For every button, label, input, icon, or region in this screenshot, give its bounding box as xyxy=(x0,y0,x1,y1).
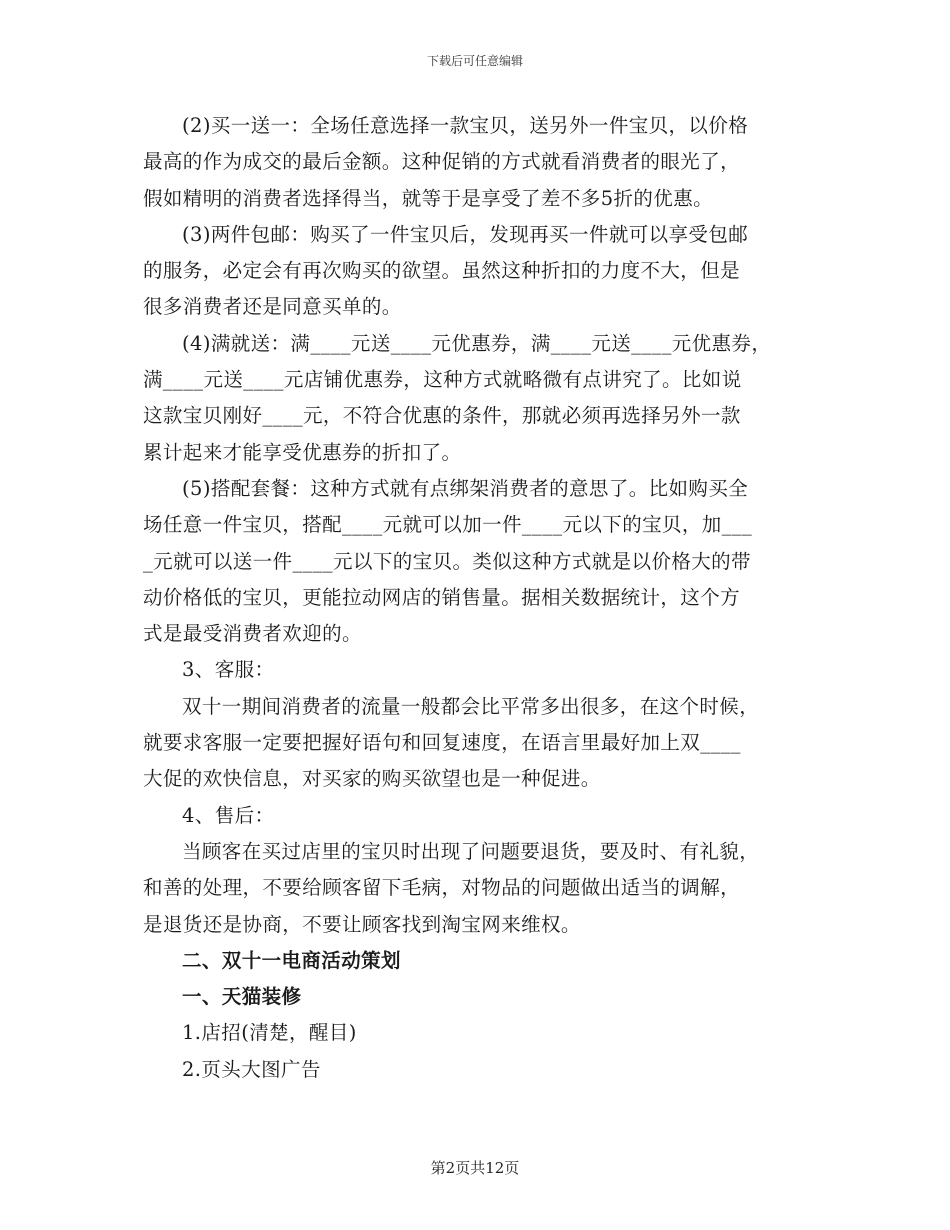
section-after-sales-title xyxy=(143,798,809,834)
page-header: 下载后可任意编辑 xyxy=(426,54,523,68)
paragraph-two-item-free-shipping xyxy=(143,217,809,326)
paragraph-bundle-package xyxy=(143,471,809,652)
list-item-header-banner: 2.页头大图广告 xyxy=(182,1057,321,1081)
paragraph-customer-service xyxy=(143,689,809,798)
text-line: (3)两件包邮：购买了一件宝贝后，发现再买一件就可以享受包邮 xyxy=(182,222,749,246)
paragraph-spend-and-get xyxy=(143,326,809,471)
text-line: 4、售后： xyxy=(182,803,275,827)
text-line: 当顾客在买过店里的宝贝时出现了问题要退货，要及时、有礼貌， xyxy=(182,839,760,863)
paragraph-buy-one-get-one xyxy=(143,108,809,217)
heading-tmall-decoration: 一、天猫装修 xyxy=(182,985,302,1009)
text-line: 是退货还是协商，不要让顾客找到淘宝网来维权。 xyxy=(143,912,581,936)
text-line: 式是最受消费者欢迎的。 xyxy=(143,622,362,646)
heading-double-eleven-plan: 二、双十一电商活动策划 xyxy=(182,948,401,972)
text-line: (2)买一送一：全场任意选择一款宝贝，送另外一件宝贝，以价格 xyxy=(182,114,749,137)
text-line: (4)满就送：满____元送____元优惠券，满____元送____元优惠券， xyxy=(182,331,772,355)
text-line: 最高的作为成交的最后金额。这种促销的方式就看消费者的眼光了， xyxy=(143,150,741,174)
text-line: 和善的处理，不要给顾客留下毛病，对物品的问题做出适当的调解， xyxy=(143,876,741,900)
text-line: 这款宝贝刚好____元，不符合优惠的条件，那就必须再选择另外一款 xyxy=(143,404,741,428)
document-body xyxy=(143,108,809,1088)
text-line: 很多消费者还是同意买单的。 xyxy=(143,295,402,319)
page-footer: 第2页共12页 xyxy=(430,1159,520,1177)
section-customer-service-title xyxy=(143,652,809,688)
text-line: 满____元送____元店铺优惠券，这种方式就略微有点讲究了。比如说 xyxy=(143,368,742,392)
text-line: 大促的欢快信息，对买家的购买欲望也是一种促进。 xyxy=(143,767,601,791)
text-line: 假如精明的消费者选择得当，就等于是享受了差不多5折的优惠。 xyxy=(143,186,714,210)
text-line: 累计起来才能享受优惠券的折扣了。 xyxy=(143,440,462,464)
list-item-store-sign: 1.店招(清楚，醒目) xyxy=(182,1021,357,1045)
text-line: 3、客服： xyxy=(182,658,275,682)
text-line: 场任意一件宝贝，搭配____元就可以加一件____元以下的宝贝，加___ xyxy=(143,513,753,537)
text-line: 的服务，必定会有再次购买的欲望。虽然这种折扣的力度不大，但是 xyxy=(143,259,741,283)
text-line: 就要求客服一定要把握好语句和回复速度，在语言里最好加上双____ xyxy=(143,731,741,755)
text-line: _元就可以送一件____元以下的宝贝。类似这种方式就是以价格大的带 xyxy=(143,549,751,573)
text-line: (5)搭配套餐：这种方式就有点绑架消费者的意思了。比如购买全 xyxy=(182,476,749,500)
text-line: 双十一期间消费者的流量一般都会比平常多出很多，在这个时候， xyxy=(182,694,760,718)
text-line: 动价格低的宝贝，更能拉动网店的销售量。据相关数据统计，这个方 xyxy=(143,585,741,609)
paragraph-after-sales xyxy=(143,834,809,943)
